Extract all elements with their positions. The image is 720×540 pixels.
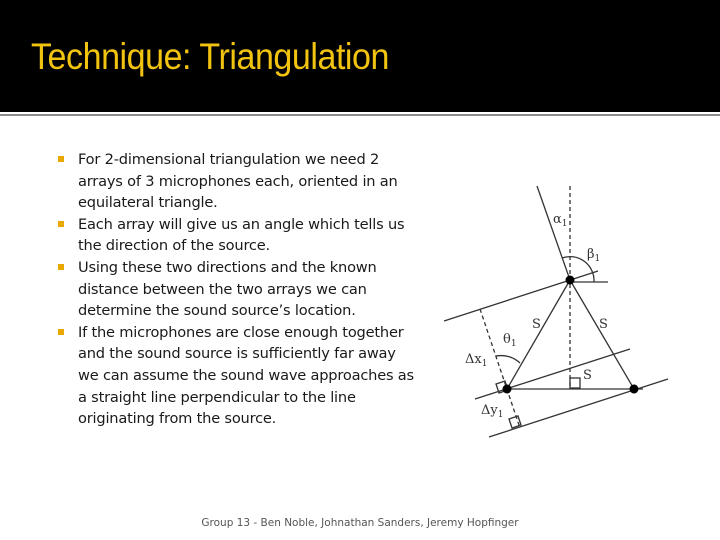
footer-credits: Group 13 - Ben Noble, Johnathan Sanders, Jeremy Hopfinger bbox=[201, 517, 519, 529]
triangle-right-side bbox=[570, 280, 634, 389]
delta-x-label: $\Delta x_1$ bbox=[465, 352, 488, 369]
slide-title: Technique: Triangulation bbox=[31, 36, 389, 77]
divider bbox=[0, 114, 720, 116]
theta-label: $\theta_1$ bbox=[503, 332, 517, 349]
bullet-item bbox=[58, 257, 418, 322]
bullet-list bbox=[58, 149, 418, 430]
bullet-text: For 2-dimensional triangulation we need 2 arrays of 3 microphones each, oriented in an equilateral triangle. bbox=[78, 151, 398, 212]
microphone-right bbox=[630, 385, 639, 394]
triangle-left-side bbox=[507, 280, 570, 389]
beta-label: $\beta_1$ bbox=[587, 247, 601, 264]
bullet-item bbox=[58, 149, 418, 214]
delta-y-label: $\Delta y_1$ bbox=[481, 403, 504, 420]
square-bullet-icon bbox=[58, 329, 64, 335]
side-left-label: S bbox=[532, 317, 541, 332]
title-bar bbox=[0, 0, 720, 112]
square-bullet-icon bbox=[58, 221, 64, 227]
direction-line bbox=[537, 186, 570, 280]
bullet-text: Each array will give us an angle which tells us the direction of the source. bbox=[78, 215, 405, 255]
wavefront-top bbox=[444, 271, 598, 321]
square-bullet-icon bbox=[58, 264, 64, 270]
side-right-label: S bbox=[599, 317, 608, 332]
bullet-item bbox=[58, 214, 418, 257]
microphone-left bbox=[503, 385, 512, 394]
bullet-text: If the microphones are close enough together and the sound source is sufficiently far away we can assume the sound wave approaches as a straight line perpendicular to the line originating from the source. bbox=[78, 323, 414, 428]
bullet-item bbox=[58, 322, 418, 430]
side-bottom-label: S bbox=[583, 368, 592, 383]
bullet-text: Using these two directions and the known distance between the two arrays we can determine the sound source’s location. bbox=[78, 258, 377, 320]
microphone-top bbox=[566, 276, 575, 285]
square-bullet-icon bbox=[58, 156, 64, 162]
alpha-label: $\alpha_1$ bbox=[553, 212, 568, 229]
triangulation-diagram bbox=[430, 180, 680, 460]
slide-body bbox=[58, 149, 418, 430]
